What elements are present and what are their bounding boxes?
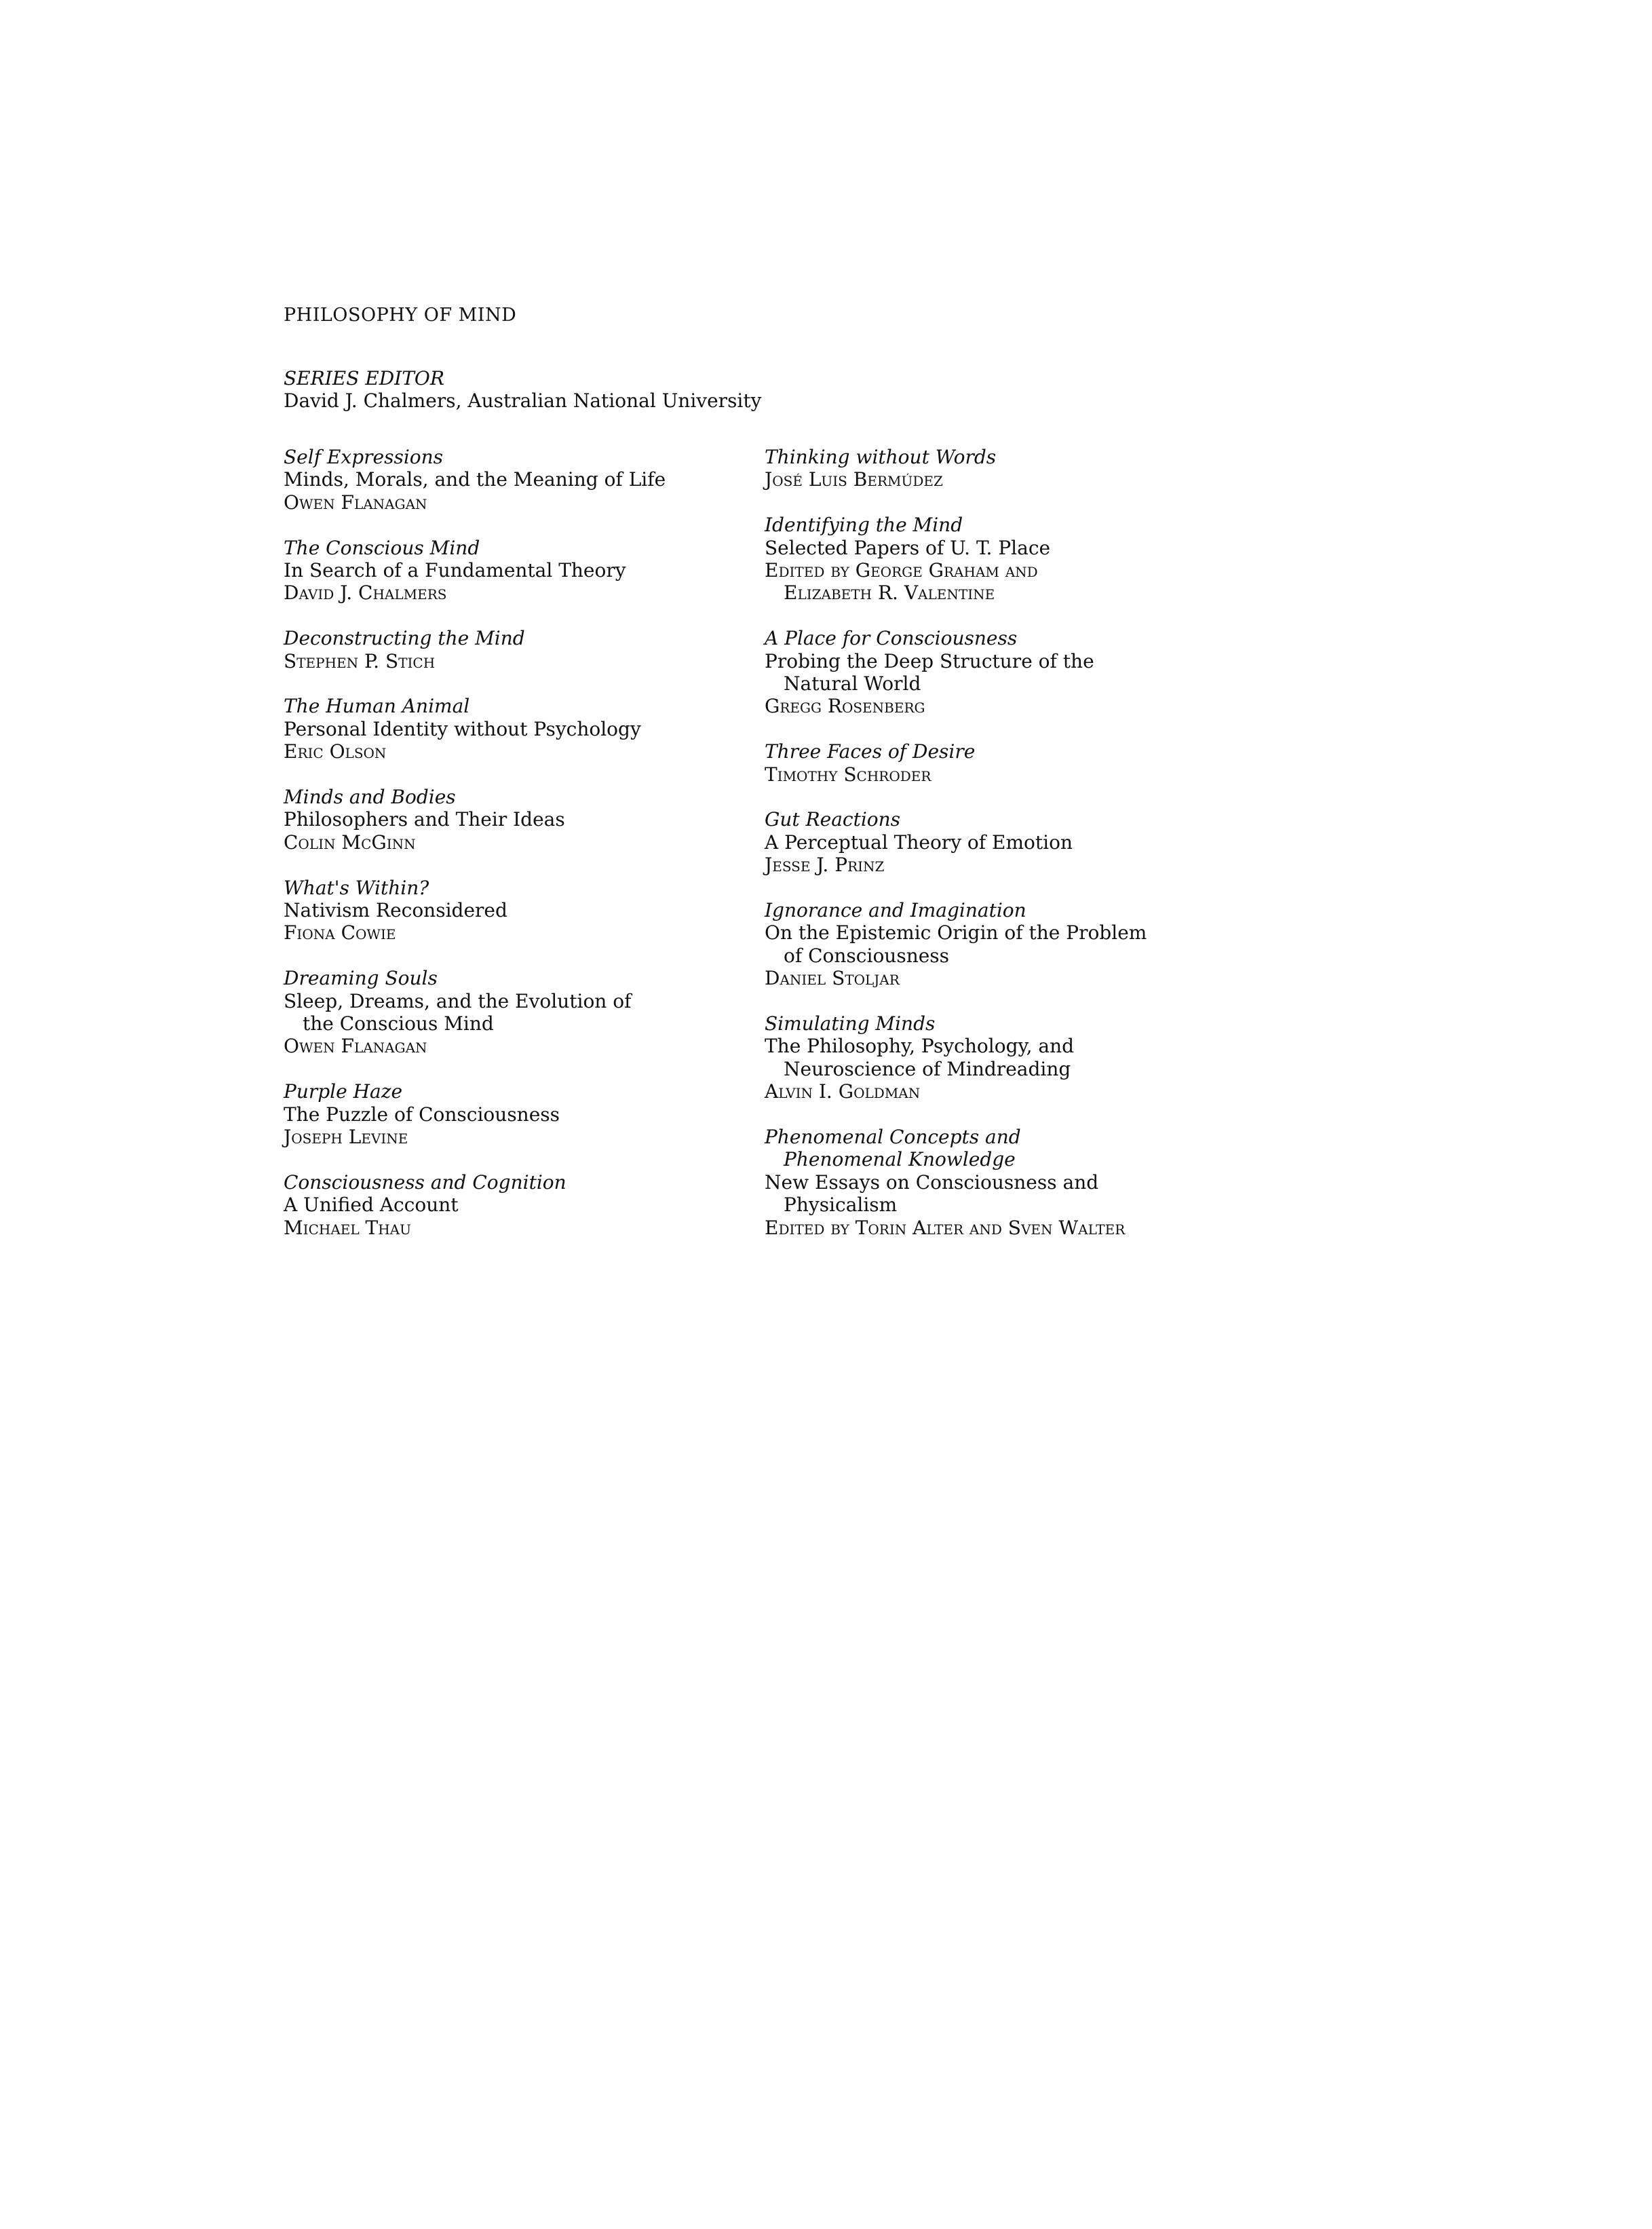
book-entry — [765, 740, 1253, 786]
book-subtitle: Minds, Morals, and the Meaning of Life — [284, 468, 666, 491]
book-author: Jesse J. Prinz — [765, 854, 885, 877]
book-entry — [284, 627, 758, 672]
book-author: Gregg Rosenberg — [765, 695, 925, 718]
book-author: Owen Flanagan — [284, 491, 427, 514]
book-entry — [284, 695, 758, 763]
book-author: Fiona Cowie — [284, 921, 396, 945]
series-title: PHILOSOPHY OF MIND — [284, 305, 517, 326]
book-entry — [284, 967, 758, 1058]
book-entry — [765, 808, 1253, 876]
book-author: Edited by George Graham and Elizabeth R. Valentine — [765, 559, 1038, 605]
book-entry — [765, 899, 1253, 990]
book-author: Stephen P. Stich — [284, 649, 436, 672]
book-subtitle: Philosophers and Their Ideas — [284, 808, 565, 831]
left-book-list — [284, 446, 758, 1261]
book-author: David J. Chalmers — [284, 582, 447, 605]
book-title: Simulating Minds — [765, 1012, 936, 1035]
book-subtitle: Personal Identity without Psychology — [284, 717, 641, 740]
book-subtitle: The Philosophy, Psychology, and Neuroscience of Mindreading — [765, 1035, 1075, 1080]
book-title: Ignorance and Imagination — [765, 899, 1026, 922]
book-author: Joseph Levine — [284, 1126, 408, 1149]
book-entry — [765, 514, 1253, 605]
book-entry — [765, 627, 1253, 718]
book-author: Colin McGinn — [284, 831, 416, 854]
book-author: Owen Flanagan — [284, 1035, 427, 1058]
book-entry — [284, 446, 758, 514]
book-subtitle: Selected Papers of U. T. Place — [765, 536, 1051, 559]
book-entry — [765, 446, 1253, 491]
book-title: Thinking without Words — [765, 446, 997, 468]
series-editor-block — [284, 367, 761, 412]
book-author: Michael Thau — [284, 1216, 411, 1239]
book-title: Dreaming Souls — [284, 967, 438, 990]
book-entry — [765, 1012, 1253, 1103]
book-subtitle: A Perceptual Theory of Emotion — [765, 831, 1073, 854]
book-title: Identifying the Mind — [765, 514, 963, 537]
book-title: Gut Reactions — [765, 808, 901, 831]
book-entry — [284, 1080, 758, 1148]
book-title: Three Faces of Desire — [765, 740, 976, 763]
book-entry — [284, 786, 758, 854]
book-subtitle: In Search of a Fundamental Theory — [284, 559, 626, 582]
book-title: A Place for Consciousness — [765, 627, 1018, 650]
book-author: Edited by Torin Alter and Sven Walter — [765, 1216, 1126, 1239]
book-title: The Conscious Mind — [284, 536, 480, 559]
book-subtitle: On the Epistemic Origin of the Problem of Consciousness — [765, 921, 1147, 967]
book-title: Consciousness and Cognition — [284, 1170, 566, 1194]
book-title: Deconstructing the Mind — [284, 627, 525, 650]
book-author: Daniel Stoljar — [765, 967, 900, 990]
book-entry — [284, 537, 758, 605]
book-author: Eric Olson — [284, 740, 387, 763]
book-subtitle: New Essays on Consciousness and Physicalism — [765, 1170, 1099, 1217]
series-editor-label: SERIES EDITOR — [284, 367, 444, 389]
book-title: Self Expressions — [284, 446, 444, 468]
book-author: Alvin I. Goldman — [765, 1080, 921, 1103]
book-entry — [765, 1126, 1253, 1239]
book-subtitle: A Unified Account — [284, 1194, 459, 1217]
book-entry — [284, 877, 758, 945]
book-title: Minds and Bodies — [284, 786, 456, 809]
book-subtitle: Nativism Reconsidered — [284, 899, 507, 922]
book-subtitle: Probing the Deep Structure of the Natural World — [765, 649, 1094, 696]
right-book-list — [765, 446, 1253, 1262]
book-title: What's Within? — [284, 876, 429, 899]
series-editor-name: David J. Chalmers, Australian National University — [284, 389, 762, 412]
book-subtitle: The Puzzle of Consciousness — [284, 1103, 560, 1126]
book-author: José Luis Bermúdez — [765, 468, 943, 491]
book-title: Phenomenal Concepts and Phenomenal Knowledge — [765, 1126, 1021, 1171]
book-entry — [284, 1171, 758, 1239]
book-title: Purple Haze — [284, 1080, 403, 1103]
book-author: Timothy Schroder — [765, 763, 931, 786]
book-subtitle: Sleep, Dreams, and the Evolution of the Conscious Mind — [284, 989, 632, 1035]
book-title: The Human Animal — [284, 695, 470, 718]
